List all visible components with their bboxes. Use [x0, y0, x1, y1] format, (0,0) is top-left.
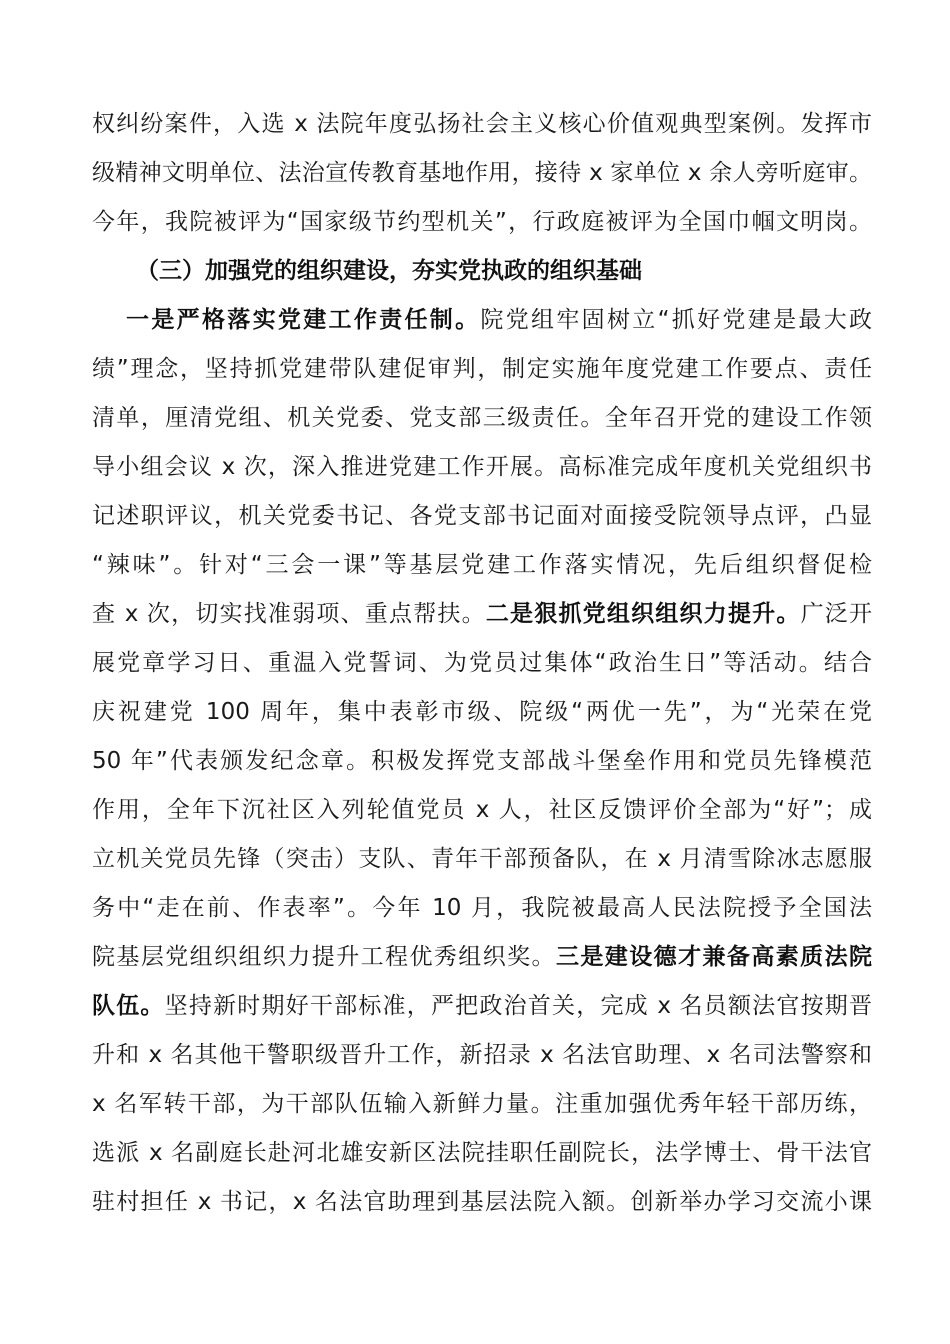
paragraph-line — [126, 295, 872, 345]
text-run: 广泛开 — [800, 601, 873, 627]
paragraph-line — [92, 491, 872, 541]
text-run: 权纠纷案件，入选 x 法院年度弘扬社会主义核心价值观典型案例。发挥市 — [92, 111, 872, 137]
text-run: 清单，厘清党组、机关党委、党支部三级责任。全年召开党的建设工作领 — [92, 405, 872, 431]
text-run: 作用，全年下沉社区入列轮值党员 x 人，社区反馈评价全部为“好”；成 — [92, 797, 872, 823]
bold-lead-text: 队伍。 — [92, 993, 165, 1019]
paragraph-line — [92, 785, 872, 835]
text-run: 今年，我院被评为“国家级节约型机关”，行政庭被评为全国巾帼文明岗。 — [92, 209, 872, 235]
text-run: 导小组会议 x 次，深入推进党建工作开展。高标准完成年度机关党组织书 — [92, 454, 872, 480]
text-run: 院基层党组织组织力提升工程优秀组织奖。 — [92, 944, 556, 970]
paragraph-line — [92, 883, 872, 933]
bold-lead-text: 一是严格落实党建工作责任制。 — [126, 307, 481, 333]
text-run: 展党章学习日、重温入党誓词、为党员过集体“政治生日”等活动。结合 — [92, 650, 872, 676]
bold-lead-text: 二是狠抓党组织组织力提升。 — [485, 601, 801, 627]
paragraph-line — [92, 1128, 872, 1178]
paragraph-line — [92, 981, 872, 1031]
text-run: x 名军转干部，为干部队伍输入新鲜力量。注重加强优秀年轻干部历练， — [92, 1091, 872, 1117]
text-run: 立机关党员先锋（突击）支队、青年干部预备队，在 x 月清雪除冰志愿服 — [92, 846, 872, 872]
paragraph-line — [92, 1079, 872, 1129]
text-run: 查 x 次，切实找准弱项、重点帮扶。 — [92, 601, 486, 627]
paragraph-line — [92, 687, 872, 737]
text-run: 选派 x 名副庭长赴河北雄安新区法院挂职任副院长，法学博士、骨干法官 — [92, 1140, 872, 1166]
paragraph-line — [92, 442, 872, 492]
text-run: 务中“走在前、作表率”。今年 10 月，我院被最高人民法院授予全国法 — [92, 895, 872, 921]
paragraph-line — [92, 344, 872, 394]
paragraph-line — [92, 540, 872, 590]
text-run: 50 年”代表颁发纪念章。积极发挥党支部战斗堡垒作用和党员先锋模范 — [92, 748, 872, 774]
paragraph-line — [92, 932, 872, 982]
text-run: 庆祝建党 100 周年，集中表彰市级、院级“两优一先”，为“光荣在党 — [92, 699, 872, 725]
paragraph-line — [92, 736, 872, 786]
paragraph-line — [92, 393, 872, 443]
heading-text: （三）加强党的组织建设，夯实党执政的组织基础 — [136, 258, 642, 284]
section-heading — [136, 246, 872, 296]
text-run: 坚持新时期好干部标准，严把政治首关，完成 x 名员额法官按期晋 — [164, 993, 873, 1019]
paragraph-line — [92, 834, 872, 884]
paragraph-line — [92, 148, 872, 198]
paragraph-line — [92, 638, 872, 688]
paragraph-line — [92, 589, 872, 639]
paragraph-line — [92, 197, 872, 247]
text-run: 绩”理念，坚持抓党建带队建促审判，制定实施年度党建工作要点、责任 — [92, 356, 872, 382]
text-run: 院党组牢固树立“抓好党建是最大政 — [480, 307, 873, 333]
bold-lead-text: 三是建设德才兼备高素质法院 — [555, 944, 873, 970]
text-run: 升和 x 名其他干警职级晋升工作，新招录 x 名法官助理、x 名司法警察和 — [92, 1042, 872, 1068]
text-run: “辣味”。针对“三会一课”等基层党建工作落实情况，先后组织督促检 — [92, 552, 872, 578]
paragraph-line — [92, 1030, 872, 1080]
paragraph-line — [92, 1177, 872, 1227]
text-run: 级精神文明单位、法治宣传教育基地作用，接待 x 家单位 x 余人旁听庭审。 — [92, 160, 872, 186]
text-run: 记述职评议，机关党委书记、各党支部书记面对面接受院领导点评，凸显 — [92, 503, 872, 529]
text-run: 驻村担任 x 书记，x 名法官助理到基层法院入额。创新举办学习交流小课 — [92, 1189, 872, 1215]
paragraph-line — [92, 99, 872, 149]
